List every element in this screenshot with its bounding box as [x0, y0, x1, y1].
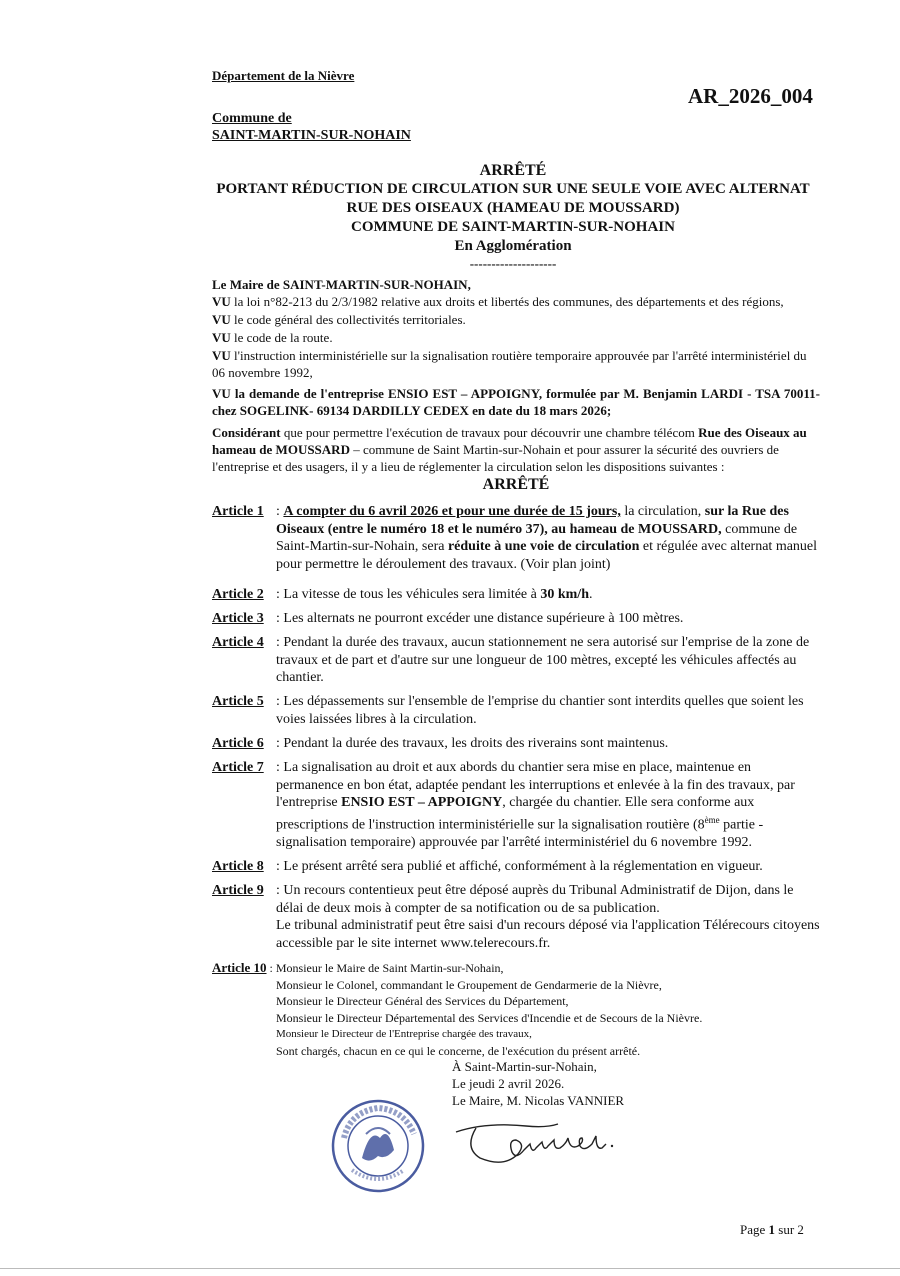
title-line-2: RUE DES OISEAUX (HAMEAU DE MOUSSARD) [346, 200, 680, 216]
article-10-line-6: Sont chargés, chacun en ce qui le concerne, de l'exécution du présent arrêté. [276, 1043, 641, 1058]
article-4-label: Article 4 [212, 635, 264, 650]
article-1-label: Article 1 [212, 504, 264, 519]
article-8-text: : Le présent arrêté sera publié et affiché, conformément à la réglementation en vigueur. [276, 859, 763, 874]
article-6-text: : Pendant la durée des travaux, les droits des riverains sont maintenus. [276, 736, 669, 751]
commune-block [212, 110, 411, 144]
article-7-text: : La signalisation au droit et aux abords du chantier sera mise en place, maintenue en permanence en bon état, adaptée pendant les interruptions et enlevée à la fin des travaux, par l'entreprise ENSIO EST – APPOIGNY, chargée du chantier. Elle sera conforme aux prescriptions de l'instruction interministérielle sur la signalisation routière (8ème partie - signalisation temporaire) approuvée par l'arrêté interministériel du 6 novembre 1992. [276, 760, 795, 850]
article-2-text: : La vitesse de tous les véhicules sera limitée à 30 km/h. [276, 587, 593, 602]
article-8-label: Article 8 [212, 859, 264, 874]
arrete-heading: ARRÊTÉ [482, 476, 550, 493]
article-9-text: : Un recours contentieux peut être déposé auprès du Tribunal Administratif de Dijon, dans le délai de deux mois à compter de sa notification ou de sa publication. Le tribunal administratif peut être saisi d'un recours déposé via l'application Télérecours citoyens accessible par le site internet www.telerecours.fr. [276, 883, 820, 951]
article-9 [212, 882, 820, 952]
signature-place: À Saint-Martin-sur-Nohain, [452, 1059, 597, 1074]
article-10-line-4: Monsieur le Directeur Départemental des Services d'Incendie et de Secours de la Nièvre. [276, 1010, 703, 1025]
signature-date: Le jeudi 2 avril 2026. [452, 1076, 565, 1091]
article-2 [212, 586, 820, 604]
article-10-line-5: Monsieur le Directeur de l'Entreprise chargée des travaux, [276, 1028, 532, 1040]
commune-label: Commune de [212, 111, 292, 126]
document-reference: AR_2026_004 [688, 84, 813, 108]
vu-3: VU le code de la route. [212, 330, 333, 345]
article-5-label: Article 5 [212, 694, 264, 709]
article-5-text: : Les dépassements sur l'ensemble de l'emprise du chantier sont interdits quelles que soient les voies laissées libres à la circulation. [276, 694, 804, 727]
article-9-label: Article 9 [212, 883, 264, 898]
vu-4: VU l'instruction interministérielle sur la signalisation routière temporaire approuvée par l'arrêté interministériel du 06 novembre 1992, [212, 348, 807, 380]
title-line-1: PORTANT RÉDUCTION DE CIRCULATION SUR UNE SEULE VOIE AVEC ALTERNAT [216, 181, 810, 197]
article-10-line-3: Monsieur le Directeur Général des Services du Département, [276, 994, 569, 1008]
title-line-3: COMMUNE DE SAINT-MARTIN-SUR-NOHAIN [351, 219, 675, 235]
article-4-text: : Pendant la durée des travaux, aucun stationnement ne sera autorisé sur l'emprise de la zone de travaux et de part et d'autre sur une longueur de 100 mètres, excepté les véhicules affectés au chantier. [276, 635, 810, 685]
article-7-label: Article 7 [212, 760, 264, 775]
signature-block [452, 1058, 624, 1109]
article-1 [212, 503, 820, 573]
title-block [180, 180, 846, 256]
article-1-text: : A compter du 6 avril 2026 et pour une durée de 15 jours, la circulation, sur la Rue des Oiseaux (entre le numéro 18 et le numéro 37), au hameau de MOUSSARD, commune de Saint-Martin-sur-Nohain, sera réduite à une voie de circulation et régulée avec alternat manuel pour permettre le déroulement des travaux. (Voir plan joint) [276, 504, 818, 572]
article-10 [212, 960, 820, 1059]
article-8 [212, 858, 820, 876]
article-3-text: : Les alternats ne pourront excéder une distance supérieure à 100 mètres. [276, 611, 684, 626]
article-10-label: Article 10 [212, 960, 267, 975]
article-2-label: Article 2 [212, 587, 264, 602]
article-10-first-line: Article 10 : Monsieur le Maire de Saint Martin-sur-Nohain, [212, 960, 504, 975]
considerant: Considérant que pour permettre l'exécution de travaux pour découvrir une chambre télécom Rue des Oiseaux au hameau de MOUSSARD – commune de Saint Martin-sur-Nohain et pour assurer la sécurité des ouvriers de l'entreprise et des usagers, il y a lieu de réglementer la circulation selon les dispositions suivantes : [212, 425, 807, 474]
mayor-line: Le Maire de SAINT-MARTIN-SUR-NOHAIN, [212, 277, 471, 292]
article-4 [212, 634, 820, 687]
article-3-label: Article 3 [212, 611, 264, 626]
handwritten-signature-icon [446, 1104, 626, 1184]
article-6-label: Article 6 [212, 736, 264, 751]
vu-2: VU le code général des collectivités territoriales. [212, 312, 466, 327]
article-7 [212, 759, 820, 851]
mayor-seal-stamp-icon [330, 1098, 426, 1194]
vu-1: VU la loi n°82-213 du 2/3/1982 relative aux droits et libertés des communes, des départements et des régions, [212, 294, 784, 309]
page-number: Page 1 sur 2 [740, 1222, 804, 1237]
bottom-border-divider [0, 1268, 900, 1269]
article-6 [212, 735, 820, 753]
signature-signer: Le Maire, M. Nicolas VANNIER [452, 1093, 625, 1108]
article-5 [212, 693, 820, 728]
department-name: Département de la Nièvre [212, 68, 355, 83]
vu-5-request: VU la demande de l'entreprise ENSIO EST – APPOIGNY, formulée par M. Benjamin LARDI - TSA 70011- chez SOGELINK- 69134 DARDILLY CEDEX en date du 18 mars 2026; [212, 386, 820, 418]
title-line-4: En Agglomération [454, 238, 572, 254]
title-main: ARRÊTÉ [479, 162, 547, 179]
article-10-line-2: Monsieur le Colonel, commandant le Groupement de Gendarmerie de la Nièvre, [276, 977, 662, 992]
article-3 [212, 610, 820, 628]
commune-name: SAINT-MARTIN-SUR-NOHAIN [212, 128, 411, 143]
title-separator: -------------------- [469, 256, 557, 271]
